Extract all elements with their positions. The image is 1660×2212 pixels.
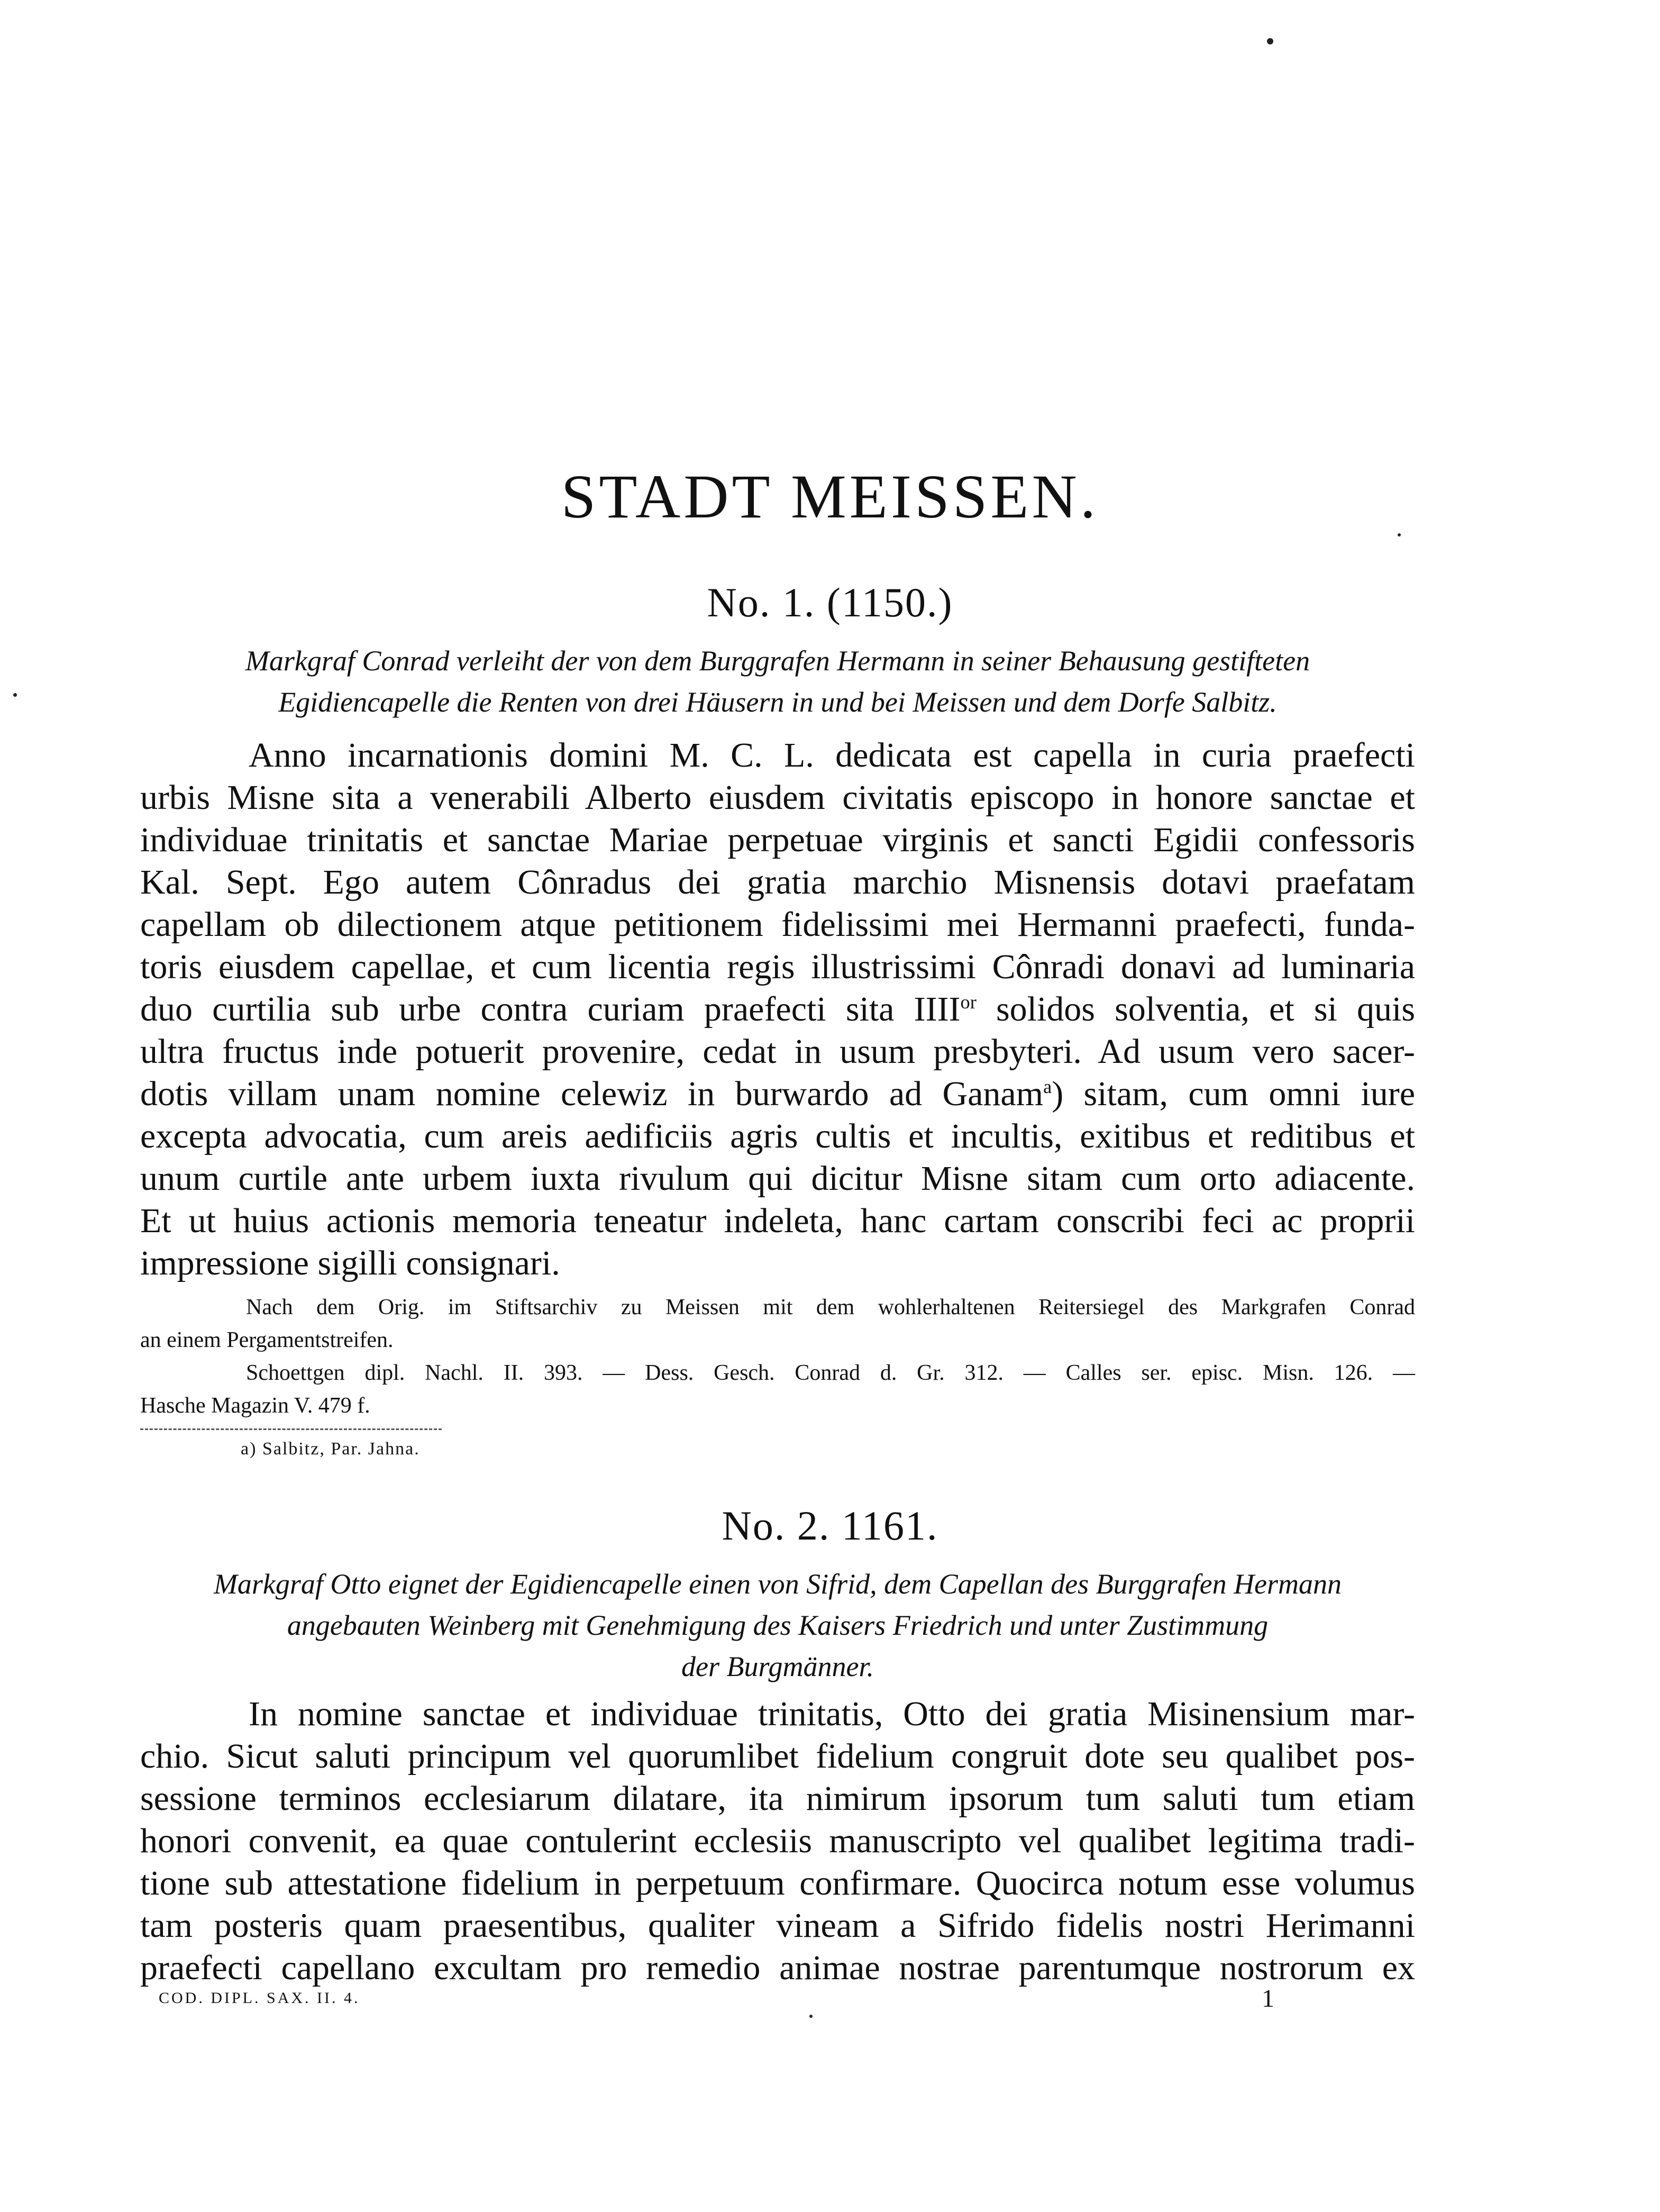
text-line: tione sub attestatione fidelium in perpetuum confirmare. Quocirca notum esse volumus [140, 1864, 1415, 1902]
regest-2 [138, 1563, 1418, 1687]
regest-2-line: Markgraf Otto eignet der Egidiencapelle einen von Sifrid, dem Capellan des Burggrafen Hermann [213, 1568, 1342, 1600]
source-line: an einem Pergamentstreifen. [140, 1328, 394, 1352]
regest-1 [138, 640, 1418, 723]
text-line: urbis Misne sita a venerabili Alberto eiusdem civitatis episcopo in honore sanctae et [140, 778, 1415, 817]
source-line: Hasche Magazin V. 479 f. [140, 1394, 370, 1418]
volume-signature: COD. DIPL. SAX. II. 4. [159, 1989, 360, 2007]
text-line [140, 988, 1415, 1031]
page-number: 1 [1262, 1985, 1274, 2013]
source-line: Nach dem Orig. im Stiftsarchiv zu Meissen mit dem wohlerhaltenen Reitersiegel des Markgrafen Conrad [246, 1295, 1415, 1319]
text-line: Anno incarnationis domini M. C. L. dedicata est capella in curia praefecti [249, 736, 1415, 775]
regest-2-line: der Burgmänner. [681, 1651, 874, 1682]
speck-top-right [1267, 38, 1273, 44]
text-line: unum curtile ante urbem iuxta rivulum qui dicitur Misne sitam cum orto adiacente. [140, 1159, 1415, 1198]
text-line: chio. Sicut saluti principum vel quorumlibet fidelium congruit dote seu qualibet pos- [140, 1737, 1415, 1776]
speck-left-margin [13, 693, 17, 697]
text-segment: duo curtilia sub urbe contra curiam praefecti sita IIII [140, 990, 961, 1028]
footnote-marker: a [1043, 1076, 1052, 1097]
charter-text-1 [140, 734, 1415, 1285]
text-line [140, 1073, 1415, 1115]
footnote-a: a) Salbitz, Par. Jahna. [241, 1439, 420, 1459]
footnote-rule [140, 1428, 442, 1430]
text-line: impressione sigilli consignari. [140, 1244, 560, 1282]
source-note-1 [140, 1291, 1415, 1422]
text-line: capellam ob dilectionem atque petitionem fidelissimi mei Hermanni praefecti, funda- [140, 905, 1415, 944]
source-line: Schoettgen dipl. Nachl. II. 393. — Dess. Gesch. Conrad d. Gr. 312. — Calles ser. episc. Misn. 126. — [246, 1361, 1415, 1385]
charter-text-2 [140, 1693, 1415, 1989]
text-line: Kal. Sept. Ego autem Cônradus dei gratia marchio Misnensis dotavi praefatam [140, 863, 1415, 902]
text-line: individuae trinitatis et sanctae Mariae perpetuae virginis et sancti Egidii confessoris [140, 821, 1415, 859]
regest-2-line: angebauten Weinberg mit Genehmigung des Kaisers Friedrich und unter Zustimmung [287, 1609, 1269, 1641]
text-line: toris eiusdem capellae, et cum licentia regis illustrissimi Cônradi donavi ad luminaria [140, 948, 1415, 986]
text-segment: ) sitam, cum omni iure [1052, 1075, 1415, 1113]
text-line: sessione terminos ecclesiarum dilatare, ita nimirum ipsorum tum saluti tum etiam [140, 1779, 1415, 1818]
text-segment: dotis villam unam nomine celewiz in burwardo ad Ganam [140, 1075, 1044, 1113]
text-segment: solidos solventia, et si quis [976, 990, 1416, 1028]
text-line: In nomine sanctae et individuae trinitatis, Otto dei gratia Misinensium mar- [249, 1695, 1415, 1733]
regest-1-line: Markgraf Conrad verleiht der von dem Burggrafen Hermann in seiner Behausung gestifteten [245, 645, 1310, 677]
speck-right-title [1398, 533, 1401, 536]
superscript: or [960, 991, 977, 1013]
text-line: tam posteris quam praesentibus, qualiter vineam a Sifrido fidelis nostri Herimanni [140, 1906, 1415, 1945]
document-number-1: No. 1. (1150.) [707, 579, 953, 625]
text-line: ultra fructus inde potuerit provenire, cedat in usum presbyteri. Ad usum vero sacer- [140, 1032, 1415, 1071]
text-line: Et ut huius actionis memoria teneatur indeleta, hanc cartam conscribi feci ac proprii [140, 1201, 1415, 1240]
text-line: praefecti capellano excultam pro remedio animae nostrae parentumque nostrorum ex [140, 1949, 1415, 1987]
document-number-2: No. 2. 1161. [722, 1503, 938, 1549]
text-line: excepta advocatia, cum areis aedificiis agris cultis et incultis, exitibus et reditibus et [140, 1117, 1415, 1155]
text-line: honori convenit, ea quae contulerint ecclesiis manuscripto vel qualibet legitima tradi- [140, 1822, 1415, 1860]
speck-bottom [809, 2015, 813, 2018]
page-title: STADT MEISSEN. [561, 462, 1099, 531]
regest-1-line: Egidiencapelle die Renten von drei Häusern in und bei Meissen und dem Dorfe Salbitz. [278, 686, 1277, 718]
